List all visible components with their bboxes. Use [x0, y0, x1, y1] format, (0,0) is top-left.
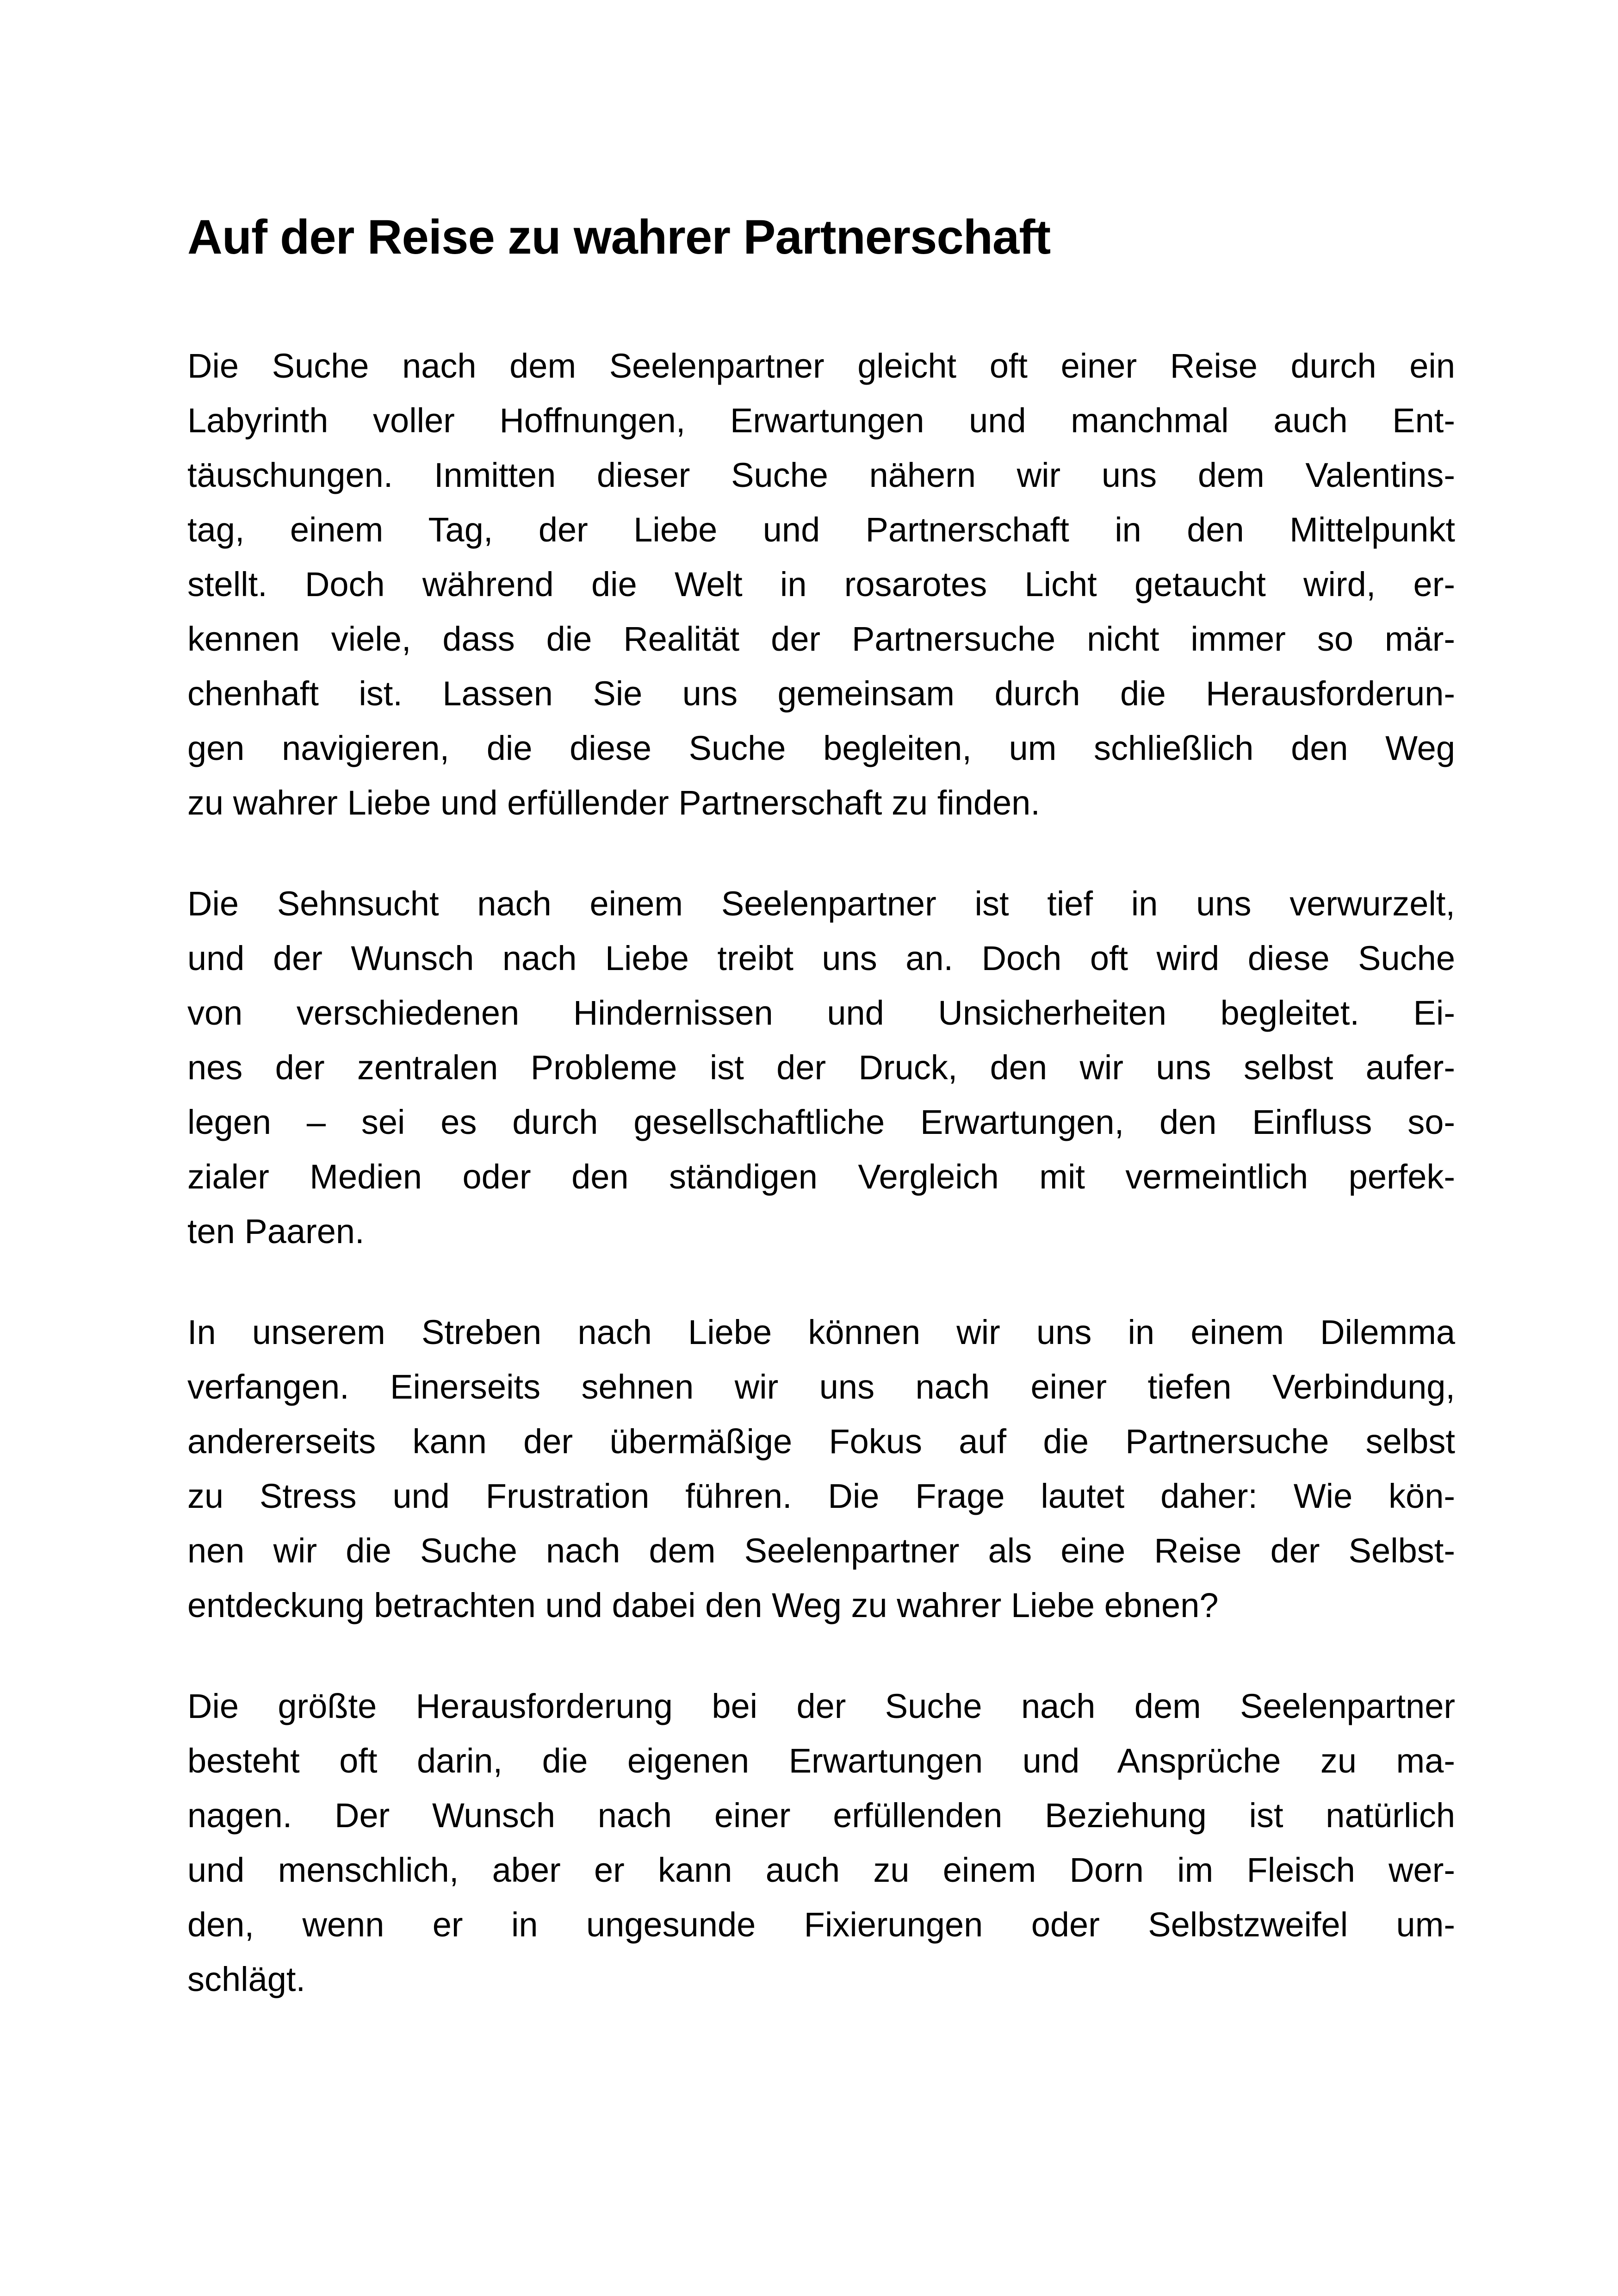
paragraph: [187, 1305, 1455, 1633]
text-line: zu Stress und Frustration führen. Die Frage lautet daher: Wie kön-: [187, 1477, 1455, 1515]
paragraph: [187, 877, 1455, 1259]
text-line: Die Sehnsucht nach einem Seelenpartner ist tief in uns verwurzelt,: [187, 884, 1455, 923]
text-line: legen – sei es durch gesellschaftliche Erwartungen, den Einfluss so-: [187, 1103, 1455, 1141]
text-line: zialer Medien oder den ständigen Vergleich mit vermeintlich perfek-: [187, 1157, 1455, 1196]
text-line: andererseits kann der übermäßige Fokus auf die Partnersuche selbst: [187, 1422, 1455, 1461]
text-line: tag, einem Tag, der Liebe und Partnerschaft in den Mittelpunkt: [187, 510, 1455, 549]
text-line: gen navigieren, die diese Suche begleiten, um schließlich den Weg: [187, 729, 1455, 767]
text-line: von verschiedenen Hindernissen und Unsicherheiten begleitet. Ei-: [187, 994, 1455, 1032]
text-line: Labyrinth voller Hoffnungen, Erwartungen und manchmal auch Ent-: [187, 401, 1455, 440]
text-line: verfangen. Einerseits sehnen wir uns nach einer tiefen Verbindung,: [187, 1368, 1455, 1406]
text-line: den, wenn er in ungesunde Fixierungen oder Selbstzweifel um-: [187, 1905, 1455, 1944]
text-line: kennen viele, dass die Realität der Partnersuche nicht immer so mär-: [187, 620, 1455, 658]
text-line: und menschlich, aber er kann auch zu einem Dorn im Fleisch wer-: [187, 1851, 1455, 1889]
text-line: Die Suche nach dem Seelenpartner gleicht oft einer Reise durch ein: [187, 347, 1455, 385]
paragraph: [187, 339, 1455, 830]
text-line: stellt. Doch während die Welt in rosarotes Licht getaucht wird, er-: [187, 565, 1455, 604]
text-line: chenhaft ist. Lassen Sie uns gemeinsam durch die Herausforderun-: [187, 674, 1455, 713]
text-line: besteht oft darin, die eigenen Erwartungen und Ansprüche zu ma-: [187, 1742, 1455, 1780]
text-line: und der Wunsch nach Liebe treibt uns an. Doch oft wird diese Suche: [187, 939, 1455, 977]
text-line: nes der zentralen Probleme ist der Druck, den wir uns selbst aufer-: [187, 1048, 1455, 1087]
text-line: nen wir die Suche nach dem Seelenpartner als eine Reise der Selbst-: [187, 1531, 1455, 1570]
paragraph: [187, 1679, 1455, 2007]
text-line: nagen. Der Wunsch nach einer erfüllenden Beziehung ist natürlich: [187, 1796, 1455, 1835]
text-line: täuschungen. Inmitten dieser Suche nähern wir uns dem Valentins-: [187, 456, 1455, 494]
text-line: schlägt.: [187, 1960, 306, 1998]
document-body: [187, 339, 1455, 2007]
page-title: Auf der Reise zu wahrer Partnerschaft: [187, 210, 1051, 264]
text-line: In unserem Streben nach Liebe können wir uns in einem Dilemma: [187, 1313, 1455, 1351]
text-line: zu wahrer Liebe und erfüllender Partnerschaft zu finden.: [187, 784, 1040, 822]
text-line: entdeckung betrachten und dabei den Weg zu wahrer Liebe ebnen?: [187, 1586, 1219, 1624]
text-line: Die größte Herausforderung bei der Suche nach dem Seelenpartner: [187, 1687, 1455, 1725]
text-line: ten Paaren.: [187, 1212, 365, 1251]
